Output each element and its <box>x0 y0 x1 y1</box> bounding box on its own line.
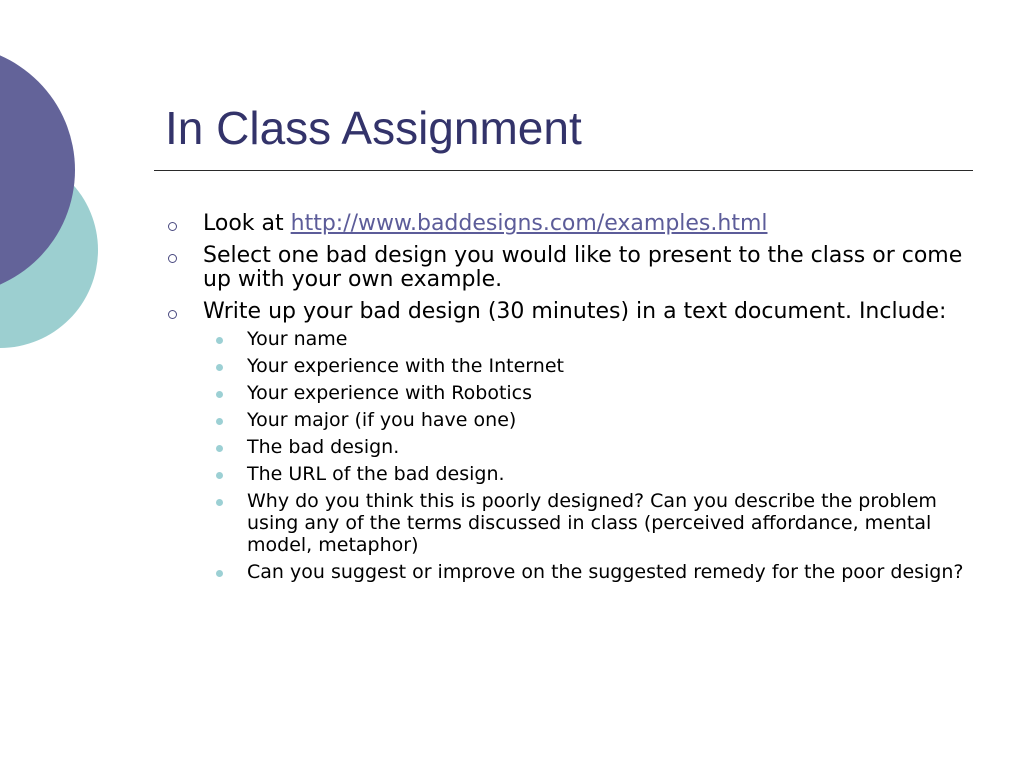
slide-title: In Class Assignment <box>165 102 582 154</box>
sub-bullet-text: Your major (if you have one) <box>247 409 517 431</box>
sub-bullet-item <box>160 436 980 458</box>
dot-bullet-icon <box>216 418 223 425</box>
slide-body <box>160 212 980 591</box>
dot-bullet-icon <box>216 337 223 344</box>
bullet-text: Write up your bad design (30 minutes) in a text document. Include: <box>203 299 947 324</box>
dot-bullet-icon <box>216 391 223 398</box>
bullet-item-select-design <box>160 244 980 292</box>
dot-bullet-icon <box>216 445 223 452</box>
bullet-text: Look at <box>203 211 284 236</box>
sub-bullet-text: Your experience with Robotics <box>247 382 533 404</box>
sub-bullet-text: The bad design. <box>247 436 400 458</box>
bullet-list <box>160 212 980 583</box>
dot-bullet-icon <box>216 499 223 506</box>
ring-bullet-icon <box>168 310 177 319</box>
sub-bullet-text: Can you suggest or improve on the suggested remedy for the poor design? <box>247 561 964 583</box>
ring-bullet-icon <box>168 222 177 231</box>
bullet-text: Select one bad design you would like to present to the class or come up with your own example. <box>203 243 963 292</box>
sub-bullet-item <box>160 463 980 485</box>
title-divider <box>154 170 973 171</box>
sub-bullet-text: Your name <box>247 328 348 350</box>
sub-bullet-item <box>160 382 980 404</box>
dot-bullet-icon <box>216 472 223 479</box>
dot-bullet-icon <box>216 364 223 371</box>
sub-bullet-item <box>160 561 980 583</box>
sub-bullet-text: Your experience with the Internet <box>247 355 564 377</box>
sub-bullet-item <box>160 409 980 431</box>
bullet-item-look-at <box>160 212 980 236</box>
ring-bullet-icon <box>168 254 177 263</box>
sub-bullet-item <box>160 328 980 350</box>
baddesigns-link[interactable]: http://www.baddesigns.com/examples.html <box>290 211 768 236</box>
bullet-item-write-up <box>160 300 980 583</box>
dot-bullet-icon <box>216 570 223 577</box>
sub-bullet-item <box>160 490 980 556</box>
sub-bullet-text: The URL of the bad design. <box>247 463 505 485</box>
sub-bullet-item <box>160 355 980 377</box>
sub-bullet-list <box>160 328 980 583</box>
sub-bullet-text: Why do you think this is poorly designed? Can you describe the problem using any of the terms discussed in class (perceived affordance, mental model, metaphor) <box>247 490 937 556</box>
decorative-circles <box>0 0 110 420</box>
